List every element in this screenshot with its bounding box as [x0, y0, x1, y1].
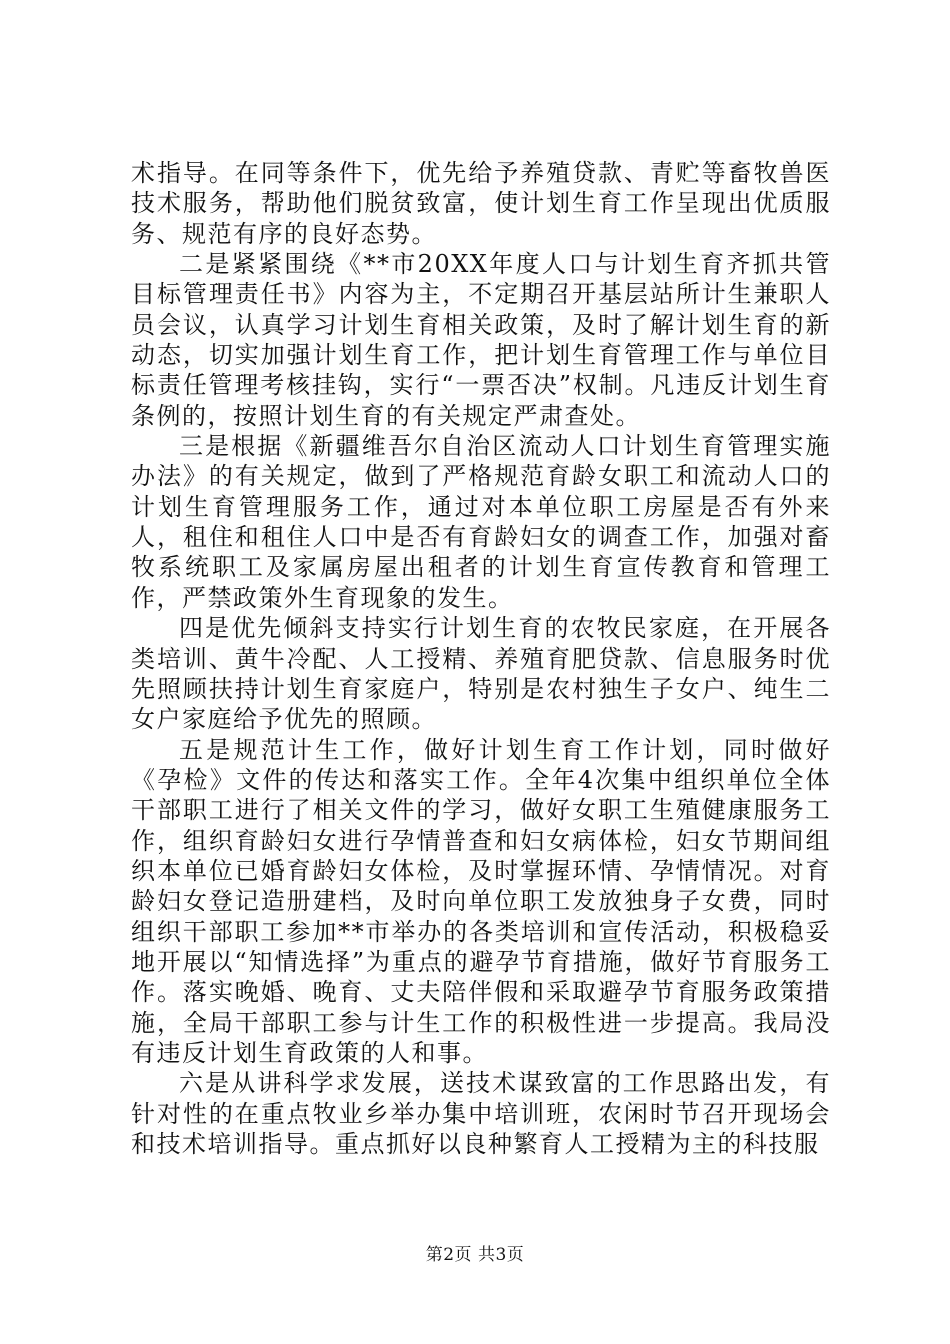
paragraph-item-six: 六是从讲科学求发展，送技术谋致富的工作思路出发，有针对性的在重点牧业乡举办集中培训班，农闲时节召开现场会和技术培训指导。重点抓好以良种繁育人工授精为主的科技服 — [131, 1069, 831, 1158]
paragraph-item-three: 三是根据《新疆维吾尔自治区流动人口计划生育管理实施办法》的有关规定，做到了严格规范育龄女职工和流动人口的计划生育管理服务工作，通过对本单位职工房屋是否有外来人，租住和租住人口中是否有育龄妇女的调查工作，加强对畜牧系统职工及家属房屋出租者的计划生育宣传教育和管理工作，严禁政策外生育现象的发生。 — [131, 432, 831, 612]
paragraph-item-two: 二是紧紧围绕《**市20XX年度人口与计划生育齐抓共管目标管理责任书》内容为主，不定期召开基层站所计生兼职人员会议，认真学习计划生育相关政策，及时了解计划生育的新动态，切实加强计划生育工作，把计划生育管理工作与单位目标责任管理考核挂钩，实行“一票否决”权制。凡违反计划生育条例的，按照计划生育的有关规定严肃查处。 — [131, 250, 831, 430]
page-number-footer: 第2页 共3页 — [425, 1245, 525, 1265]
paragraph-continuation: 术指导。在同等条件下，优先给予养殖贷款、青贮等畜牧兽医技术服务，帮助他们脱贫致富，使计划生育工作呈现出优质服务、规范有序的良好态势。 — [131, 159, 831, 248]
paragraph-item-four: 四是优先倾斜支持实行计划生育的农牧民家庭，在开展各类培训、黄牛冷配、人工授精、养殖育肥贷款、信息服务时优先照顾扶持计划生育家庭户，特别是农村独生子女户、纯生二女户家庭给予优先的照顾。 — [131, 614, 831, 734]
paragraph-item-five: 五是规范计生工作，做好计划生育工作计划，同时做好《孕检》文件的传达和落实工作。全年4次集中组织单位全体干部职工进行了相关文件的学习，做好女职工生殖健康服务工作，组织育龄妇女进行孕情普查和妇女病体检，妇女节期间组织本单位已婚育龄妇女体检，及时掌握环情、孕情情况。对育龄妇女登记造册建档，及时向单位职工发放独身子女费，同时组织干部职工参加**市举办的各类培训和宣传活动，积极稳妥地开展以“知情选择”为重点的避孕节育措施，做好节育服务工作。落实晚婚、晚育、丈夫陪伴假和采取避孕节育服务政策措施，全局干部职工参与计生工作的积极性进一步提高。我局没有违反计划生育政策的人和事。 — [131, 735, 831, 1067]
document-body — [131, 158, 831, 1159]
